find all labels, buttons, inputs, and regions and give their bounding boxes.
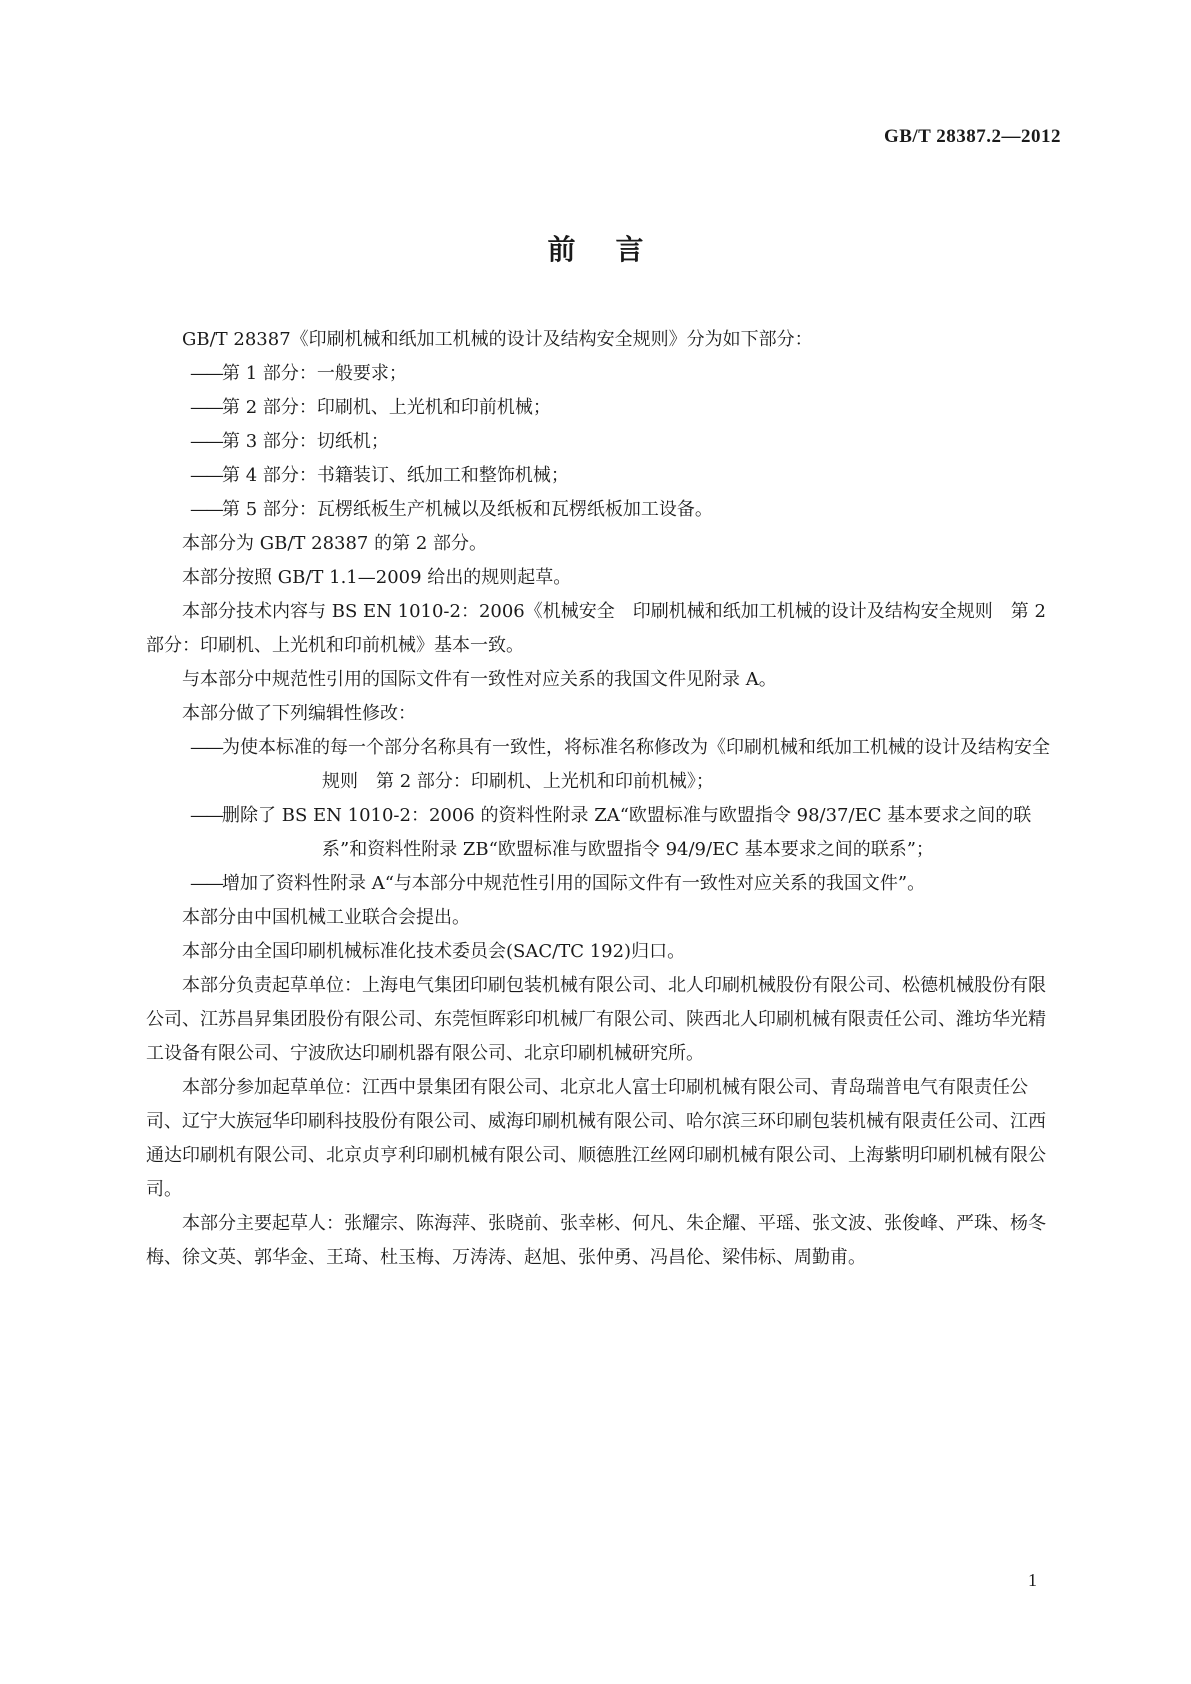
- dash-marker: ——: [190, 431, 222, 452]
- participating-drafters-paragraph: 本部分参加起草单位：江西中景集团有限公司、北京北人富士印刷机械有限公司、青岛瑞普电气有限责任公司、辽宁大族冠华印刷科技股份有限公司、威海印刷机械有限公司、哈尔滨三环印刷包装机械有限责任公司、江西通达印刷机有限公司、北京贞亨利印刷机械有限公司、顺德胜江丝网印刷机械有限公司、上海紫明印刷机械有限公司。: [146, 1077, 1046, 1200]
- technical-content-paragraph: 本部分技术内容与 BS EN 1010-2：2006《机械安全 印刷机械和纸加工机械的设计及结构安全规则 第 2 部分：印刷机、上光机和印前机械》基本一致。: [146, 601, 1046, 656]
- edit-text: 为使本标准的每一个部分名称具有一致性，将标准名称修改为《印刷机械和纸加工机械的设计及结构安全规则 第 2 部分：印刷机、上光机和印前机械》；: [222, 737, 1050, 792]
- edits-intro-paragraph: 本部分做了下列编辑性修改：: [182, 703, 416, 724]
- part-text: 第 3 部分：切纸机；: [222, 431, 389, 452]
- dash-marker: ——: [190, 397, 222, 418]
- drafting-rules-paragraph: 本部分按照 GB/T 1.1—2009 给出的规则起草。: [182, 567, 572, 588]
- foreword-body: [146, 323, 1057, 1275]
- page-title: 前言: [547, 233, 684, 266]
- intro-paragraph: GB/T 28387《印刷机械和纸加工机械的设计及结构安全规则》分为如下部分：: [182, 329, 813, 350]
- edit-text: 增加了资料性附录 A“与本部分中规范性引用的国际文件有一致性对应关系的我国文件”。: [222, 873, 926, 894]
- reference-docs-paragraph: 与本部分中规范性引用的国际文件有一致性对应关系的我国文件见附录 A。: [182, 669, 777, 690]
- edit-list-item: [146, 867, 1057, 901]
- part-text: 第 2 部分：印刷机、上光机和印前机械；: [222, 397, 551, 418]
- edit-text: 删除了 BS EN 1010-2：2006 的资料性附录 ZA“欧盟标准与欧盟指令 98/37/EC 基本要求之间的联系”和资料性附录 ZB“欧盟标准与欧盟指令 94/9/EC 基本要求之间的联系”；: [222, 805, 1032, 860]
- responsible-drafters-paragraph: 本部分负责起草单位：上海电气集团印刷包装机械有限公司、北人印刷机械股份有限公司、松德机械股份有限公司、江苏昌昇集团股份有限公司、东莞恒晖彩印机械厂有限公司、陕西北人印刷机械有限责任公司、潍坊华光精工设备有限公司、宁波欣达印刷机器有限公司、北京印刷机械研究所。: [146, 975, 1046, 1064]
- proposed-by-paragraph: 本部分由中国机械工业联合会提出。: [182, 907, 470, 928]
- dash-marker: ——: [190, 499, 222, 520]
- part-of-paragraph: 本部分为 GB/T 28387 的第 2 部分。: [182, 533, 487, 554]
- page-number: 1: [1028, 1570, 1037, 1590]
- part-list-item: [146, 357, 1057, 391]
- part-text: 第 5 部分：瓦楞纸板生产机械以及纸板和瓦楞纸板加工设备。: [222, 499, 713, 520]
- part-text: 第 4 部分：书籍装订、纸加工和整饰机械；: [222, 465, 569, 486]
- centralized-by-paragraph: 本部分由全国印刷机械标准化技术委员会(SAC/TC 192)归口。: [182, 941, 686, 962]
- dash-marker: ——: [190, 363, 222, 384]
- edit-list-item: [146, 731, 1057, 799]
- dash-marker: ——: [190, 737, 222, 758]
- dash-marker: ——: [190, 465, 222, 486]
- standard-number: GB/T 28387.2—2012: [883, 126, 1061, 147]
- part-list-item: [146, 425, 1057, 459]
- dash-marker: ——: [190, 805, 222, 826]
- edit-list-item: [146, 799, 1057, 867]
- main-drafters-paragraph: 本部分主要起草人：张耀宗、陈海萍、张晓前、张幸彬、何凡、朱企耀、平瑶、张文波、张俊峰、严珠、杨冬梅、徐文英、郭华金、王琦、杜玉梅、万涛涛、赵旭、张仲勇、冯昌伦、梁伟标、周勤甫。: [146, 1213, 1046, 1268]
- part-list-item: [146, 459, 1057, 493]
- part-text: 第 1 部分：一般要求；: [222, 363, 407, 384]
- part-list-item: [146, 391, 1057, 425]
- dash-marker: ——: [190, 873, 222, 894]
- part-list-item: [146, 493, 1057, 527]
